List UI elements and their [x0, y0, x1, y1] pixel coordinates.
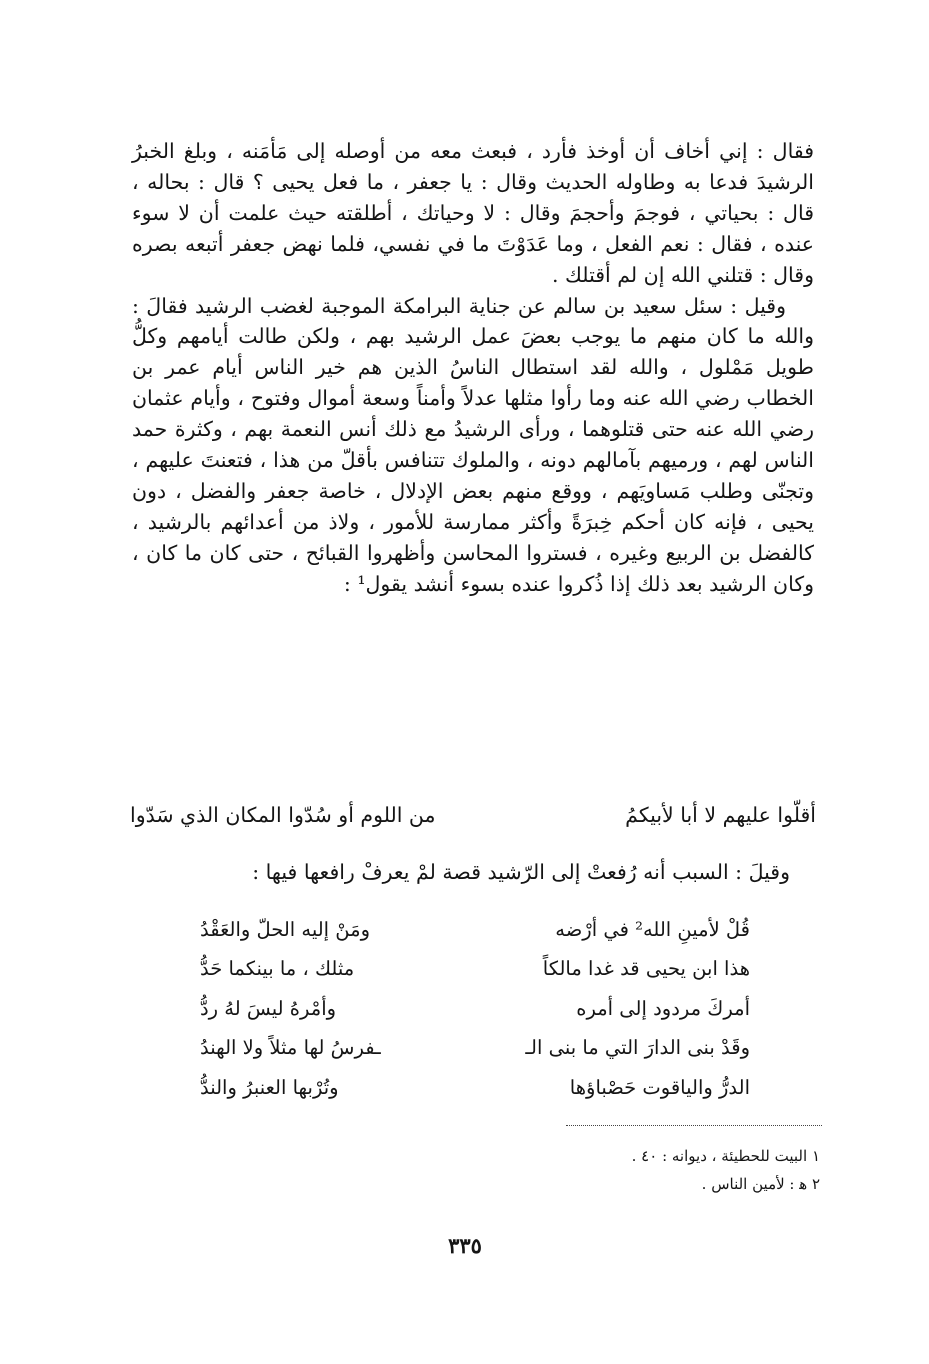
- main-text: [132, 136, 814, 600]
- page-number: ٣٣٥: [448, 1233, 482, 1258]
- poem-line: [200, 1028, 750, 1067]
- poem-first-hemistich: أمركَ مردود إلى أمره: [576, 996, 750, 1020]
- poem-line: [200, 910, 750, 949]
- poem: [200, 910, 750, 1107]
- footnote-2: ٢ ﻫ : لأمين الناس .: [701, 1175, 820, 1193]
- poem-line: [200, 1068, 750, 1107]
- verse-hemistich-2: من اللوم أو سُدّوا المكان الذي سَدّوا: [130, 803, 436, 827]
- poem-first-hemistich: الدرُّ والياقوت حَصْباؤها: [569, 1075, 750, 1099]
- poem-second-hemistich: ومَنْ إليه الحلّ والعَقْدُ: [200, 918, 370, 941]
- paragraph-1: فقال : إني أخاف أن أوخذ فأرد ، فبعث معه من أوصله إلى مَأمَنه ، وبلغ الخبرُ الرشيدَ فدعا به وطاوله الحديث وقال : يا جعفر ، ما فعل يحيى ؟ قال : بحاله ، قال : بحياتي ، فوجمَ وأحجمَ وقال : لا وحياتك ، أطلقته حيث علمت أن لا سوء عنده ، فقال : نعم الفعل ، وما عَدَوْتَ ما في نفسي، فلما نهض جعفر أتبعه بصره وقال : قتلني الله إن لم أقتلك .: [132, 139, 814, 287]
- poem-line: [200, 989, 750, 1028]
- poem-second-hemistich: ـفرسُ لها مثلاً ولا الهندُ: [200, 1036, 381, 1060]
- poem-first-hemistich: وقَدْ بنى الدارَ التي ما بنى الـ: [525, 1036, 750, 1060]
- footnote-1: ١ البيت للحطيئة ، ديوانه : ٤٠ .: [631, 1147, 820, 1165]
- footnotes: [420, 1142, 820, 1198]
- quoted-verse: [130, 799, 816, 831]
- poem-intro: وقيلَ : السبب أنه رُفعتْ إلى الرّشيد قصة لمْ يعرفْ رافعها فيها :: [252, 860, 790, 884]
- poem-first-hemistich: قُلْ لأمينِ الله² في أرْضه: [555, 918, 750, 941]
- poem-second-hemistich: وتُرْبها العنبرُ والندُّ: [200, 1075, 339, 1099]
- verse-hemistich-1: أقلّوا عليهم لا أبا لأبيكمُ: [625, 803, 816, 827]
- paragraph-2: وقيل : سئل سعيد بن سالم عن جناية البرامكة الموجبة لغضب الرشيد فقالَ : والله ما كان منهم ما يوجب بعضَ عمل الرشيد بهم ، ولكن طالت أيامهم وكلُّ طويل مَمْلول ، والله لقد استطال الناسُ الذين هم خير الناس أيام عمر بن الخطاب رضي الله عنه وما رأوا مثلها عدلاً وأمناً وسعة أموال وفتوح ، وأيام عثمان رضي الله عنه حتى قتلوهما ، ورأى الرشيدُ مع ذلك أنس النعمة بهم ، وكثرة حمد الناس لهم ، ورميهم بآمالهم دونه ، والملوك تتنافس بأقلّ من هذا ، فتعنتَ عليهم ، وتجنّى وطلب مَساويَهم ، ووقع منهم بعض الإدلال ، خاصة جعفر والفضل ، دون يحيى ، فإنه كان أحكم خِبرَةً وأكثر ممارسة للأمور ، ولاذ من أعدائهم بالرشيد ، كالفضل بن الربيع وغيره ، فستروا المحاسن وأظهروا القبائح ، حتى كان ما كان ، وكان الرشيد بعد ذلك إذا ذُكروا عنده بسوء أنشد يقول¹ :: [132, 293, 814, 596]
- poem-second-hemistich: وأمْرهُ ليسَ لهُ ردُّ: [200, 996, 337, 1020]
- poem-line: [200, 949, 750, 988]
- footnote-divider: [566, 1125, 822, 1126]
- poem-second-hemistich: مثلك ، ما بينكما حَدُّ: [200, 957, 355, 981]
- poem-first-hemistich: هذا ابن يحيى قد غدا مالكاً: [542, 957, 750, 981]
